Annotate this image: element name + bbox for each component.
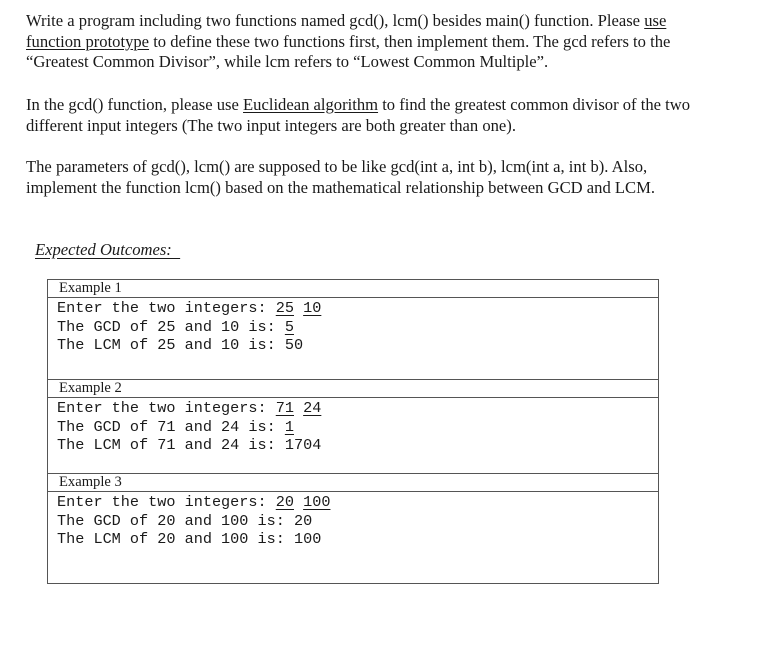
gcd-value: 20 bbox=[293, 511, 313, 530]
example-box-2 bbox=[47, 379, 659, 473]
instruction-paragraph-1 bbox=[26, 11, 716, 73]
gcd-line-text: The GCD of 25 and 10 is: bbox=[57, 317, 285, 336]
gcd-line-text: The GCD of 20 and 100 is: bbox=[57, 511, 294, 530]
example-box-3 bbox=[47, 473, 659, 584]
instruction-paragraph-3: The parameters of gcd(), lcm() are supposed to be like gcd(int a, int b), lcm(int a, int b). Also, implement the function lcm() based on the mathematical relationship between GCD and LCM. bbox=[26, 157, 656, 197]
lcm-line-text: The LCM of 25 and 10 is: 50 bbox=[57, 336, 304, 354]
example-console-output bbox=[48, 398, 658, 455]
lcm-line-text: The LCM of 20 and 100 is: 100 bbox=[57, 530, 322, 548]
input-value-a: 71 bbox=[275, 399, 294, 417]
expected-outcomes-heading: Expected Outcomes: bbox=[35, 240, 181, 259]
gcd-value: 1 bbox=[284, 417, 294, 436]
input-value-a: 25 bbox=[275, 299, 294, 317]
input-value-a: 20 bbox=[275, 493, 294, 511]
paragraph-text: to find the greatest common divisor of the two different input integers (The two input integers are both greater than one). bbox=[26, 95, 691, 135]
euclidean-algorithm-link[interactable]: Euclidean algorithm bbox=[243, 95, 379, 114]
example-console-output bbox=[48, 492, 658, 549]
lcm-line-text: The LCM of 71 and 24 is: 1704 bbox=[57, 436, 322, 454]
example-box-1 bbox=[47, 279, 659, 379]
example-label: Example 1 bbox=[48, 279, 658, 298]
instruction-paragraph-2 bbox=[26, 95, 716, 136]
paragraph-text: Write a program including two functions named gcd(), lcm() besides main() function. Please bbox=[26, 11, 645, 30]
example-label: Example 3 bbox=[48, 473, 658, 492]
paragraph-text: In the gcd() function, please use bbox=[26, 95, 244, 114]
prompt-text: Enter the two integers: bbox=[57, 399, 276, 417]
example-console-output bbox=[48, 298, 658, 355]
function-prototype-link[interactable]: use function prototype bbox=[26, 11, 667, 51]
prompt-text: Enter the two integers: bbox=[57, 299, 276, 317]
example-label: Example 2 bbox=[48, 379, 658, 398]
gcd-line-text: The GCD of 71 and 24 is: bbox=[57, 417, 285, 436]
input-value-b: 10 bbox=[303, 299, 322, 317]
prompt-text: Enter the two integers: bbox=[57, 493, 276, 511]
input-value-b: 24 bbox=[303, 399, 322, 417]
gcd-value: 5 bbox=[284, 317, 294, 336]
paragraph-text: to define these two functions first, then implement them. The gcd refers to the “Greatest Common Divisor”, while lcm refers to “Lowest Common Multiple”. bbox=[26, 31, 671, 71]
input-value-b: 100 bbox=[303, 493, 331, 511]
